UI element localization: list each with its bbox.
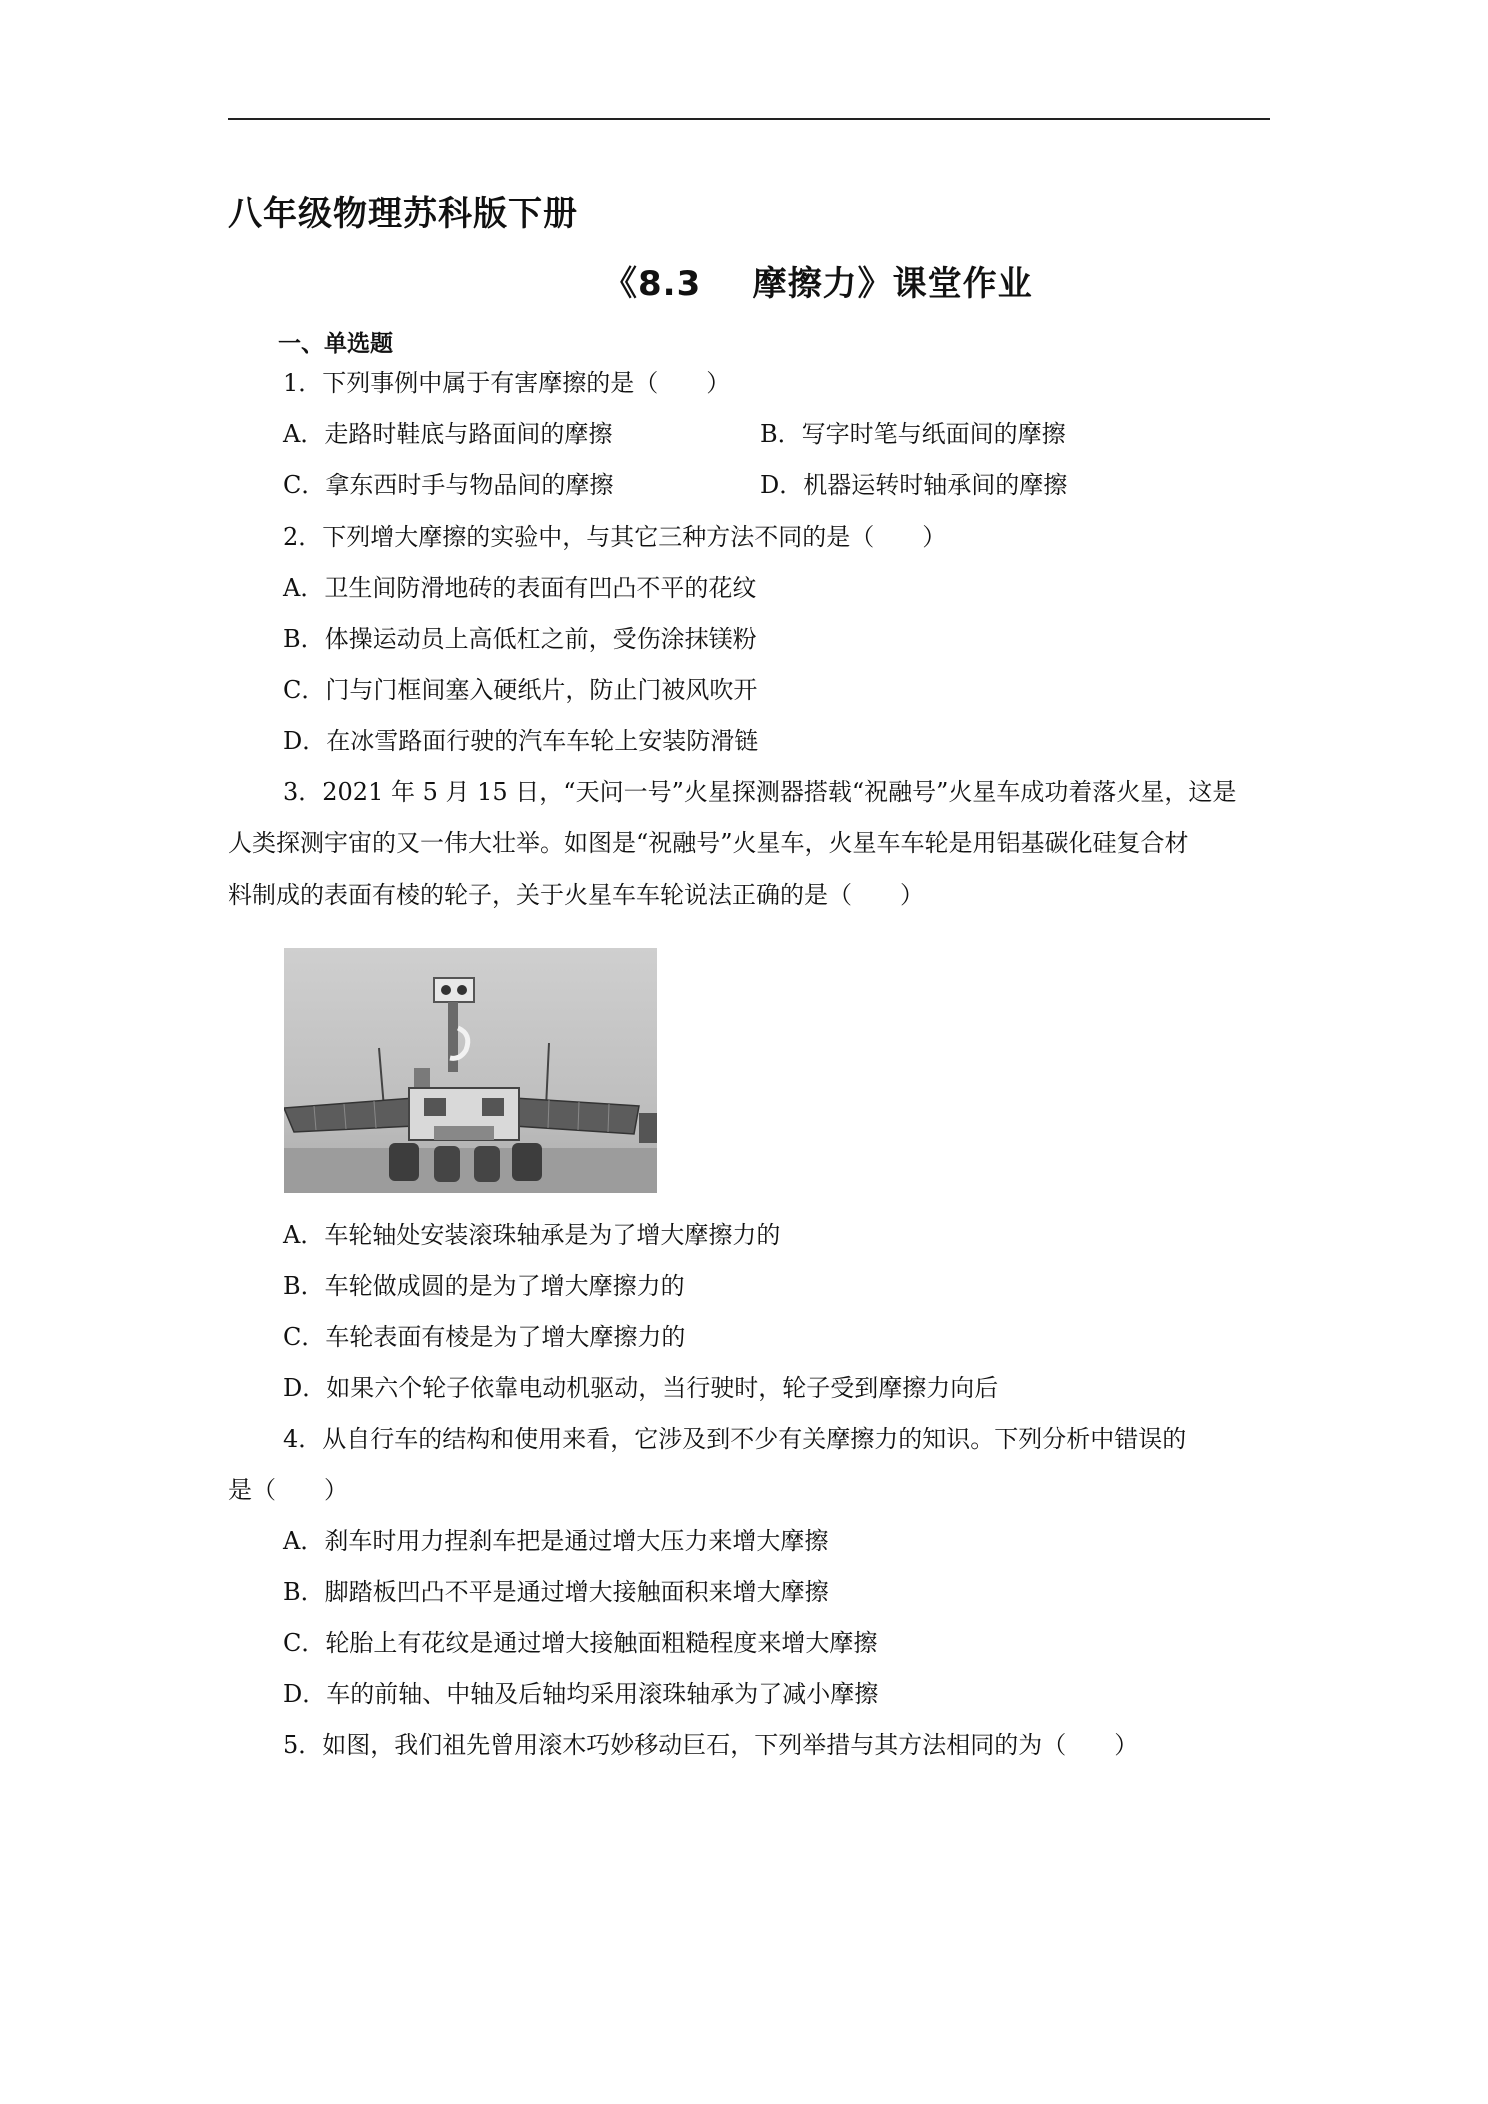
question-3-option-d: D．如果六个轮子依靠电动机驱动，当行驶时，轮子受到摩擦力向后: [283, 1374, 999, 1402]
question-3-option-b: B．车轮做成圆的是为了增大摩擦力的: [283, 1272, 685, 1300]
question-2-option-c: C．门与门框间塞入硬纸片，防止门被风吹开: [283, 676, 758, 704]
mars-rover-photo: [284, 948, 657, 1193]
question-3-option-a: A．车轮轴处安装滚珠轴承是为了增大摩擦力的: [283, 1221, 781, 1249]
question-1-stem: 1．下列事例中属于有害摩擦的是（ ）: [283, 369, 731, 397]
question-4-option-b: B．脚踏板凹凸不平是通过增大接触面积来增大摩擦: [283, 1578, 829, 1606]
question-2-option-b: B．体操运动员上高低杠之前，受伤涂抹镁粉: [283, 625, 757, 653]
question-2-option-d: D．在冰雪路面行驶的汽车车轮上安装防滑链: [283, 727, 759, 755]
question-1-option-b: B．写字时笔与纸面间的摩擦: [760, 420, 1066, 448]
question-2-option-a: A．卫生间防滑地砖的表面有凹凸不平的花纹: [283, 574, 757, 602]
question-2-stem: 2．下列增大摩擦的实验中，与其它三种方法不同的是（ ）: [283, 523, 947, 551]
header-rule: [228, 118, 1270, 120]
question-4-option-d: D．车的前轴、中轴及后轴均采用滚珠轴承为了减小摩擦: [283, 1680, 879, 1708]
section-title: 一、单选题: [278, 331, 393, 357]
question-1-option-a: A．走路时鞋底与路面间的摩擦: [283, 420, 613, 448]
question-4-option-a: A．刹车时用力捏刹车把是通过增大压力来增大摩擦: [283, 1527, 829, 1555]
question-3-stem-line-1: 3．2021 年 5 月 15 日，“天问一号”火星探测器搭载“祝融号”火星车成功着落火星，这是: [283, 778, 1237, 806]
subject-heading: 八年级物理苏科版下册: [228, 194, 578, 234]
question-3-option-c: C．车轮表面有棱是为了增大摩擦力的: [283, 1323, 686, 1351]
question-5-stem: 5．如图，我们祖先曾用滚木巧妙移动巨石，下列举措与其方法相同的为（ ）: [283, 1731, 1139, 1759]
question-1-option-c: C．拿东西时手与物品间的摩擦: [283, 471, 614, 499]
question-3-stem-line-2: 人类探测宇宙的又一伟大壮举。如图是“祝融号”火星车，火星车车轮是用铝基碳化硅复合材: [228, 829, 1189, 857]
question-3-stem-line-3: 料制成的表面有棱的轮子，关于火星车车轮说法正确的是（ ）: [228, 881, 924, 909]
question-1-option-d: D．机器运转时轴承间的摩擦: [760, 471, 1068, 499]
question-4-stem-line-1: 4．从自行车的结构和使用来看，它涉及到不少有关摩擦力的知识。下列分析中错误的: [283, 1425, 1187, 1453]
question-4-stem-line-2: 是（ ）: [228, 1476, 348, 1504]
question-4-option-c: C．轮胎上有花纹是通过增大接触面粗糙程度来增大摩擦: [283, 1629, 878, 1657]
page-title: 《8.3 摩擦力》课堂作业: [603, 264, 1033, 304]
